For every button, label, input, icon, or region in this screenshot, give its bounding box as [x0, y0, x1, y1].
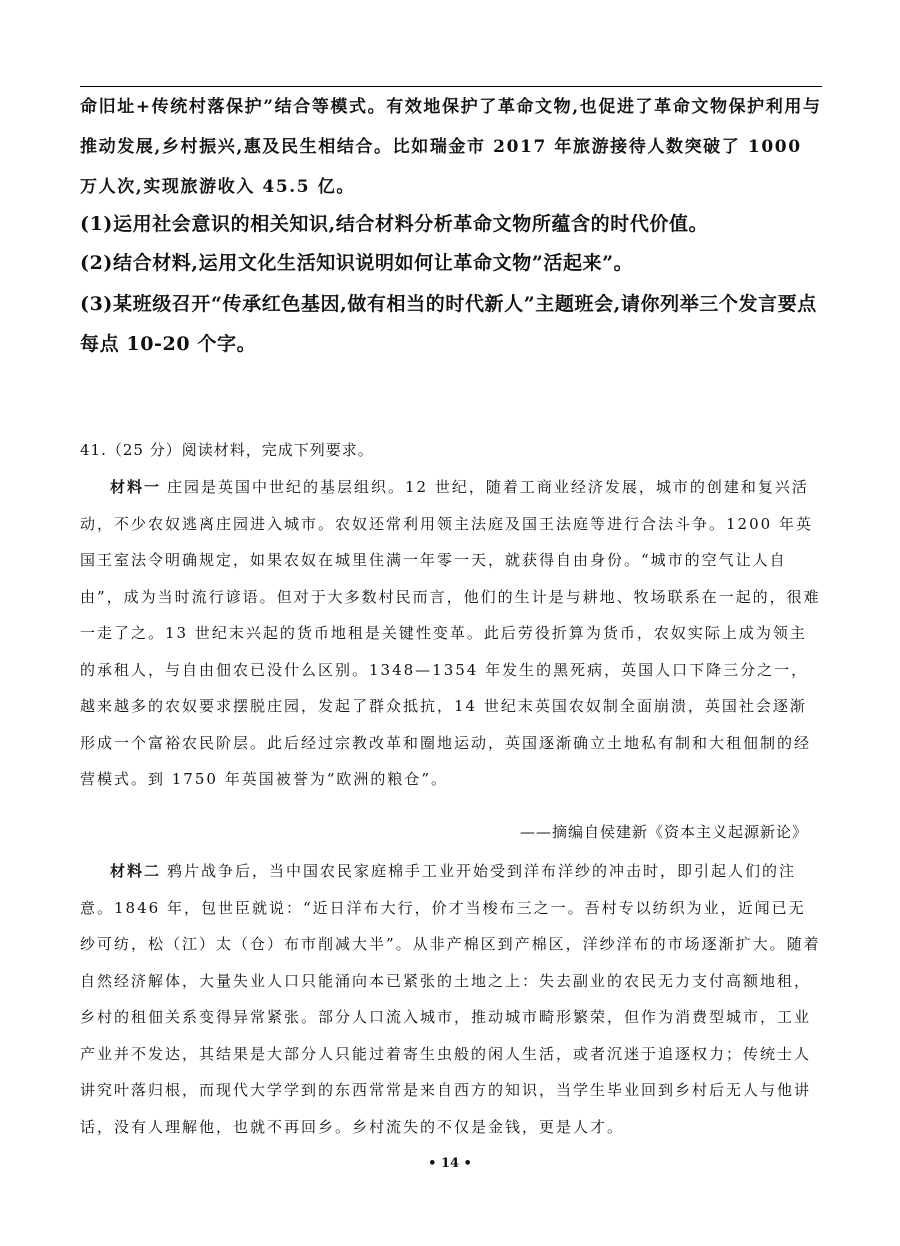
- material-1-text: 庄园是英国中世纪的基层组织。12 世纪，随着工商业经济发展，城市的创建和复兴活动，不少农奴逃离庄园进入城市。农奴还常利用领主法庭及国王法庭等进行合法斗争。1200 年英国王室法令明确规定，如果农奴在城里住满一年零一天，就获得自由身份。“城市的空气让人自由”，成为当时流行谚语。但对于大多数村民而言，他们的生计是与耕地、牧场联系在一起的，很难一走了之。13 世纪末兴起的货币地租是关键性变革。此后劳役折算为货币，农奴实际上成为领主的承租人，与自由佃农已没什么区别。1348—1354 年发生的黑死病，英国人口下降三分之一，越来越多的农奴要求摆脱庄园，发起了群众抵抗，14 世纪末英国农奴制全面崩溃，英国社会逐渐形成一个富裕农民阶层。此后经过宗教改革和圈地运动，英国逐渐确立土地私有制和大租佃制的经营模式。到 1750 年英国被誉为“欧洲的粮仓”。: [80, 478, 821, 788]
- question-1: (1)运用社会意识的相关知识,结合材料分析革命文物所蕴含的时代价值。: [80, 213, 709, 235]
- material-1: [80, 469, 822, 798]
- continuation-paragraph: 命旧址+传统村落保护”结合等模式。有效地保护了革命文物,也促进了革命文物保护利用与推动发展,乡村振兴,惠及民生相结合。比如瑞金市 2017 年旅游接待人数突破了 1000 万人次,实现旅游收入 45.5 亿。: [80, 97, 822, 197]
- material-1-label: 材料一: [110, 478, 162, 496]
- question-3: (3)某班级召开“传承红色基因,做有相当的时代新人”主题班会,请你列举三个发言要点每点 10-20 个字。: [80, 293, 817, 355]
- material-2: [80, 853, 822, 1145]
- question-2: (2)结合材料,运用文化生活知识说明如何让革命文物”活起来”。: [80, 252, 634, 274]
- material-2-text: 鸦片战争后，当中国农民家庭棉手工业开始受到洋布洋纱的冲击时，即引起人们的注意。1846 年，包世臣就说：“近日洋布大行，价才当梭布三之一。吾村专以纺织为业，近闻已无纱可纺，松（江）太（仓）布市削减大半”。从非产棉区到产棉区，洋纱洋布的市场逐渐扩大。随着自然经济解体，大量失业人口只能涌向本已紧张的土地之上：失去副业的农民无力支付高额地租，乡村的租佃关系变得异常紧张。部分人口流入城市，推动城市畸形繁荣，但作为消费型城市，工业产业并不发达，其结果是大部分人只能过着寄生虫般的闲人生活，或者沉迷于追逐权力；传统士人讲究叶落归根，而现代大学学到的东西常常是来自西方的知识，当学生毕业回到乡村后无人与他讲话，没有人理解他，也就不再回乡。乡村流失的不仅是金钱，更是人才。: [80, 862, 821, 1136]
- q41-heading: 41.（25 分）阅读材料，完成下列要求。: [80, 441, 374, 459]
- page-number: • 14 •: [428, 1156, 472, 1171]
- material-2-label: 材料二: [110, 862, 162, 880]
- material-1-source: ——摘编自侯建新《资本主义起源新论》: [519, 823, 808, 841]
